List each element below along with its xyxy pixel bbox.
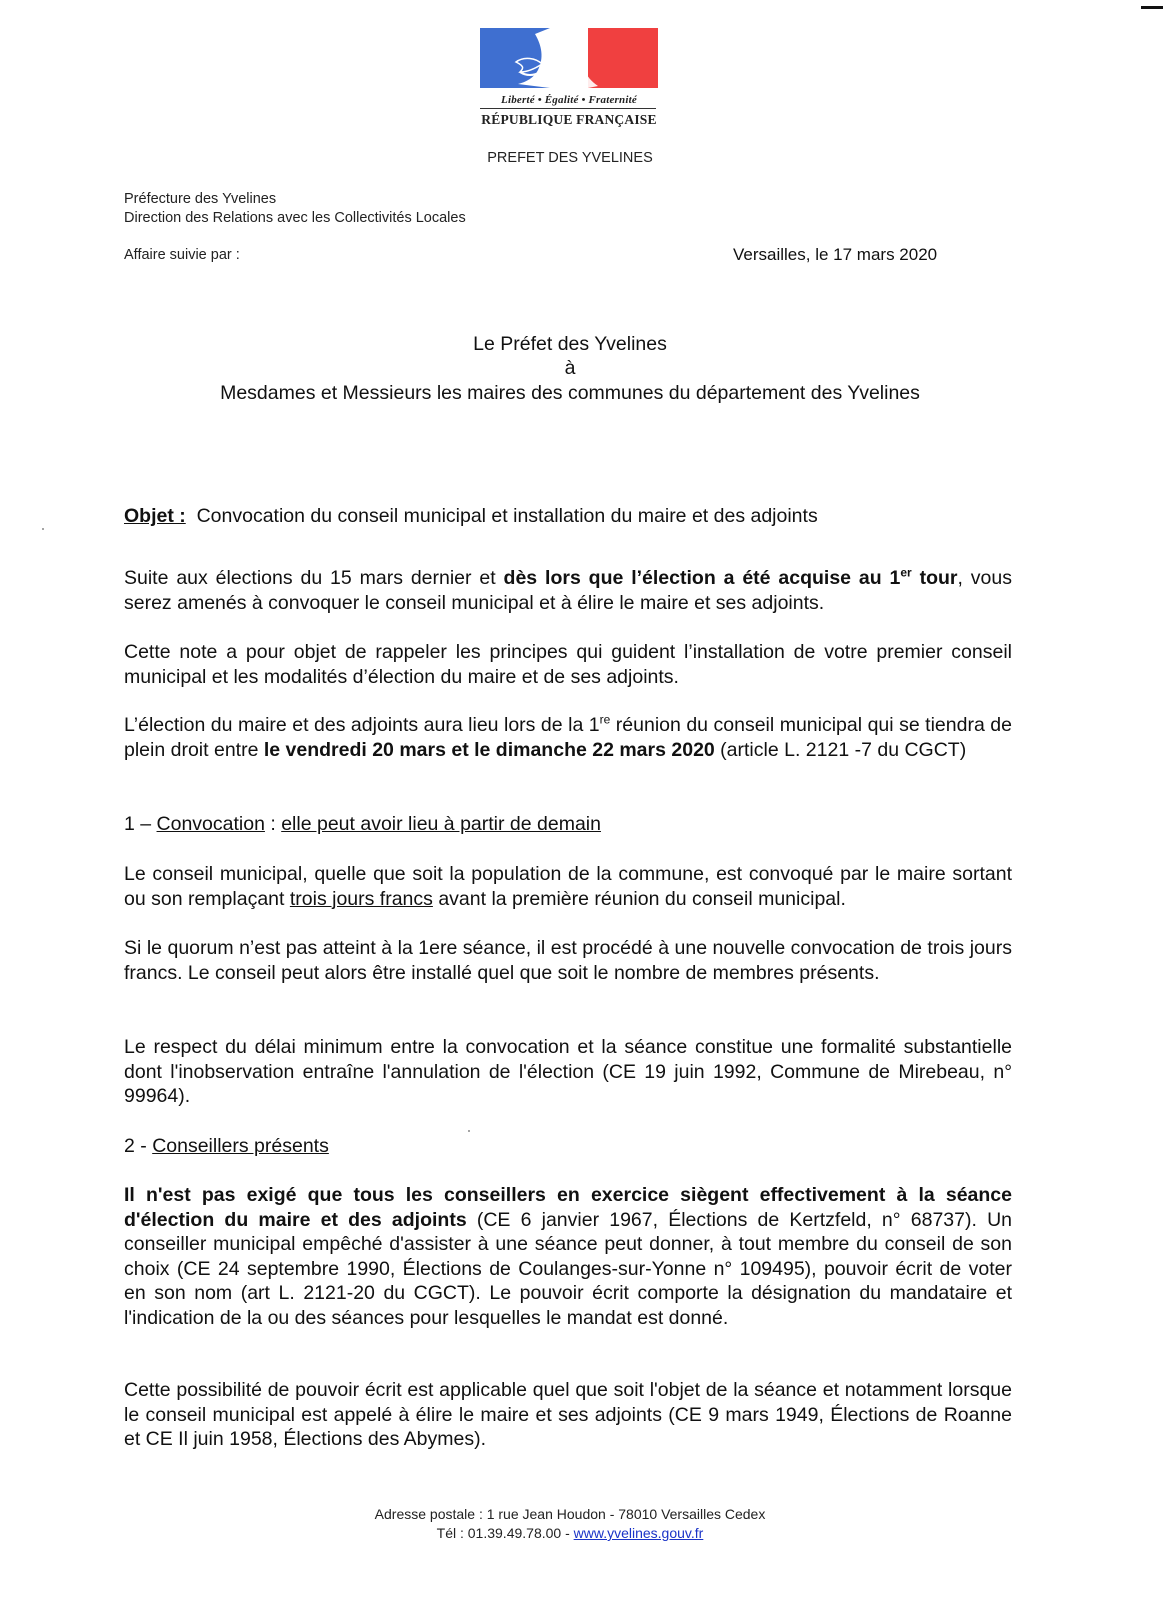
p1-text: Suite aux élections du 15 mars dernier et xyxy=(124,567,504,589)
p3-text-mid: réunion du conseil municipal qui se tiendra de plein droit entre xyxy=(124,714,1012,761)
p7-bold: Il n'est pas exigé que tous les conseillers en exercice siègent effectivement à la séance d'élection du maire et des adjoints xyxy=(124,1184,1012,1231)
paragraph-4 xyxy=(124,862,1012,911)
section-1-subtitle: elle peut avoir lieu à partir de demain xyxy=(281,813,601,835)
letter-date: Versailles, le 17 mars 2020 xyxy=(733,245,938,264)
footer-phone: Tél : 01.39.49.78.00 - xyxy=(436,1525,574,1541)
paragraph-5: Si le quorum n’est pas atteint à la 1ere séance, il est procédé à une nouvelle convocation de trois jours francs. Le conseil peut alors être installé quel que soit le nombre de membres présents. xyxy=(124,937,1012,984)
paragraph-7 xyxy=(124,1183,1012,1330)
paragraph-2: Cette note a pour objet de rappeler les principes qui guident l’installation de votre premier conseil municipal et les modalités d’élection du maire et de ses adjoints. xyxy=(124,641,1012,688)
sender-block xyxy=(124,190,466,228)
p3-text-end: (article L. 2121 -7 du CGCT) xyxy=(714,738,967,761)
tricolor-marianne-icon xyxy=(480,28,658,88)
republique-francaise: RÉPUBLIQUE FRANÇAISE xyxy=(481,112,657,127)
prefet-header: PREFET DES YVELINES xyxy=(487,150,653,166)
p1-sup: er xyxy=(900,565,912,580)
paragraph-8: Cette possibilité de pouvoir écrit est applicable quel que soit l'objet de la séance et notamment lorsque le conseil municipal est appelé à élire le maire et ses adjoints (CE 9 mars 1949, Élections de Roanne et CE Il juin 1958, Élections des Abymes). xyxy=(124,1379,1012,1450)
p1-text-end: , vous serez amenés à convoquer le conseil municipal et à élire le maire et ses adjoints. xyxy=(124,567,1013,614)
objet-label: Objet : xyxy=(124,505,186,527)
paragraph-6: Le respect du délai minimum entre la convocation et la séance constitue une formalité substantielle dont l'inobservation entraîne l'annulation de l'élection (CE 19 juin 1992, Commune de Mirebeau, n° 99964). xyxy=(124,1036,1012,1107)
p4-underlined: trois jours francs xyxy=(289,887,433,910)
website-link[interactable]: www.yvelines.gouv.fr xyxy=(573,1525,704,1541)
p4-text: Le conseil municipal, quelle que soit la population de la commune, est convoqué par le maire sortant ou son remplaçant xyxy=(124,863,1012,910)
p7-text: (CE 6 janvier 1967, Élections de Kertzfeld, n° 68737). Un conseiller municipal empêché d'assister à une séance peut donner, à tout membre du conseil de son choix (CE 24 septembre 1990, Élections de Coulanges-sur-Yonne n° 109495), pouvoir écrit de voter en son nom (art L. 2121-20 du CGCT). Le pouvoir écrit comporte la désignation du mandataire et l'indication de la ou des séances pour lesquelles le mandat est donné. xyxy=(124,1208,1012,1329)
scan-mark xyxy=(1141,6,1163,9)
paragraph-1 xyxy=(124,566,1012,615)
scan-speck xyxy=(468,1130,470,1132)
p1-bold-text: dès lors que l’élection a été acquise au 1 xyxy=(503,567,901,589)
p3-bold: le vendredi 20 mars et le dimanche 22 mars 2020 xyxy=(263,738,715,761)
addressee-a: à xyxy=(564,357,576,379)
section-1-title: Convocation xyxy=(156,813,265,835)
objet-line xyxy=(124,505,818,528)
section-1-sep: : xyxy=(264,813,282,835)
motto: Liberté • Égalité • Fraternité xyxy=(501,94,637,106)
section-2-number: 2 - xyxy=(124,1135,153,1157)
addressee-to: Mesdames et Messieurs les maires des communes du département des Yvelines xyxy=(220,382,920,404)
sender-line-1: Préfecture des Yvelines xyxy=(124,191,277,207)
p4-text-end: avant la première réunion du conseil municipal. xyxy=(432,887,846,910)
section-1-heading xyxy=(124,812,1012,837)
affaire-suivie: Affaire suivie par : xyxy=(124,247,240,263)
section-1-number: 1 – xyxy=(124,813,157,835)
p3-sup: re xyxy=(599,712,611,727)
section-2-title: Conseillers présents xyxy=(152,1135,329,1157)
scan-speck xyxy=(42,528,44,530)
objet-text: Convocation du conseil municipal et installation du maire et des adjoints xyxy=(196,505,818,527)
section-2-heading xyxy=(124,1134,1012,1159)
p3-text: L’élection du maire et des adjoints aura lieu lors de la 1 xyxy=(124,714,600,736)
p1-bold-end: tour xyxy=(911,567,958,589)
marianne-logo xyxy=(480,28,662,128)
paragraph-3 xyxy=(124,713,1012,762)
sender-line-2: Direction des Relations avec les Collectivités Locales xyxy=(124,210,466,226)
footer-address: Adresse postale : 1 rue Jean Houdon - 78010 Versailles Cedex xyxy=(374,1506,766,1522)
footer-contact xyxy=(0,1525,1140,1541)
addressee-from: Le Préfet des Yvelines xyxy=(473,333,667,355)
divider xyxy=(480,108,656,109)
p1-bold xyxy=(504,567,958,589)
